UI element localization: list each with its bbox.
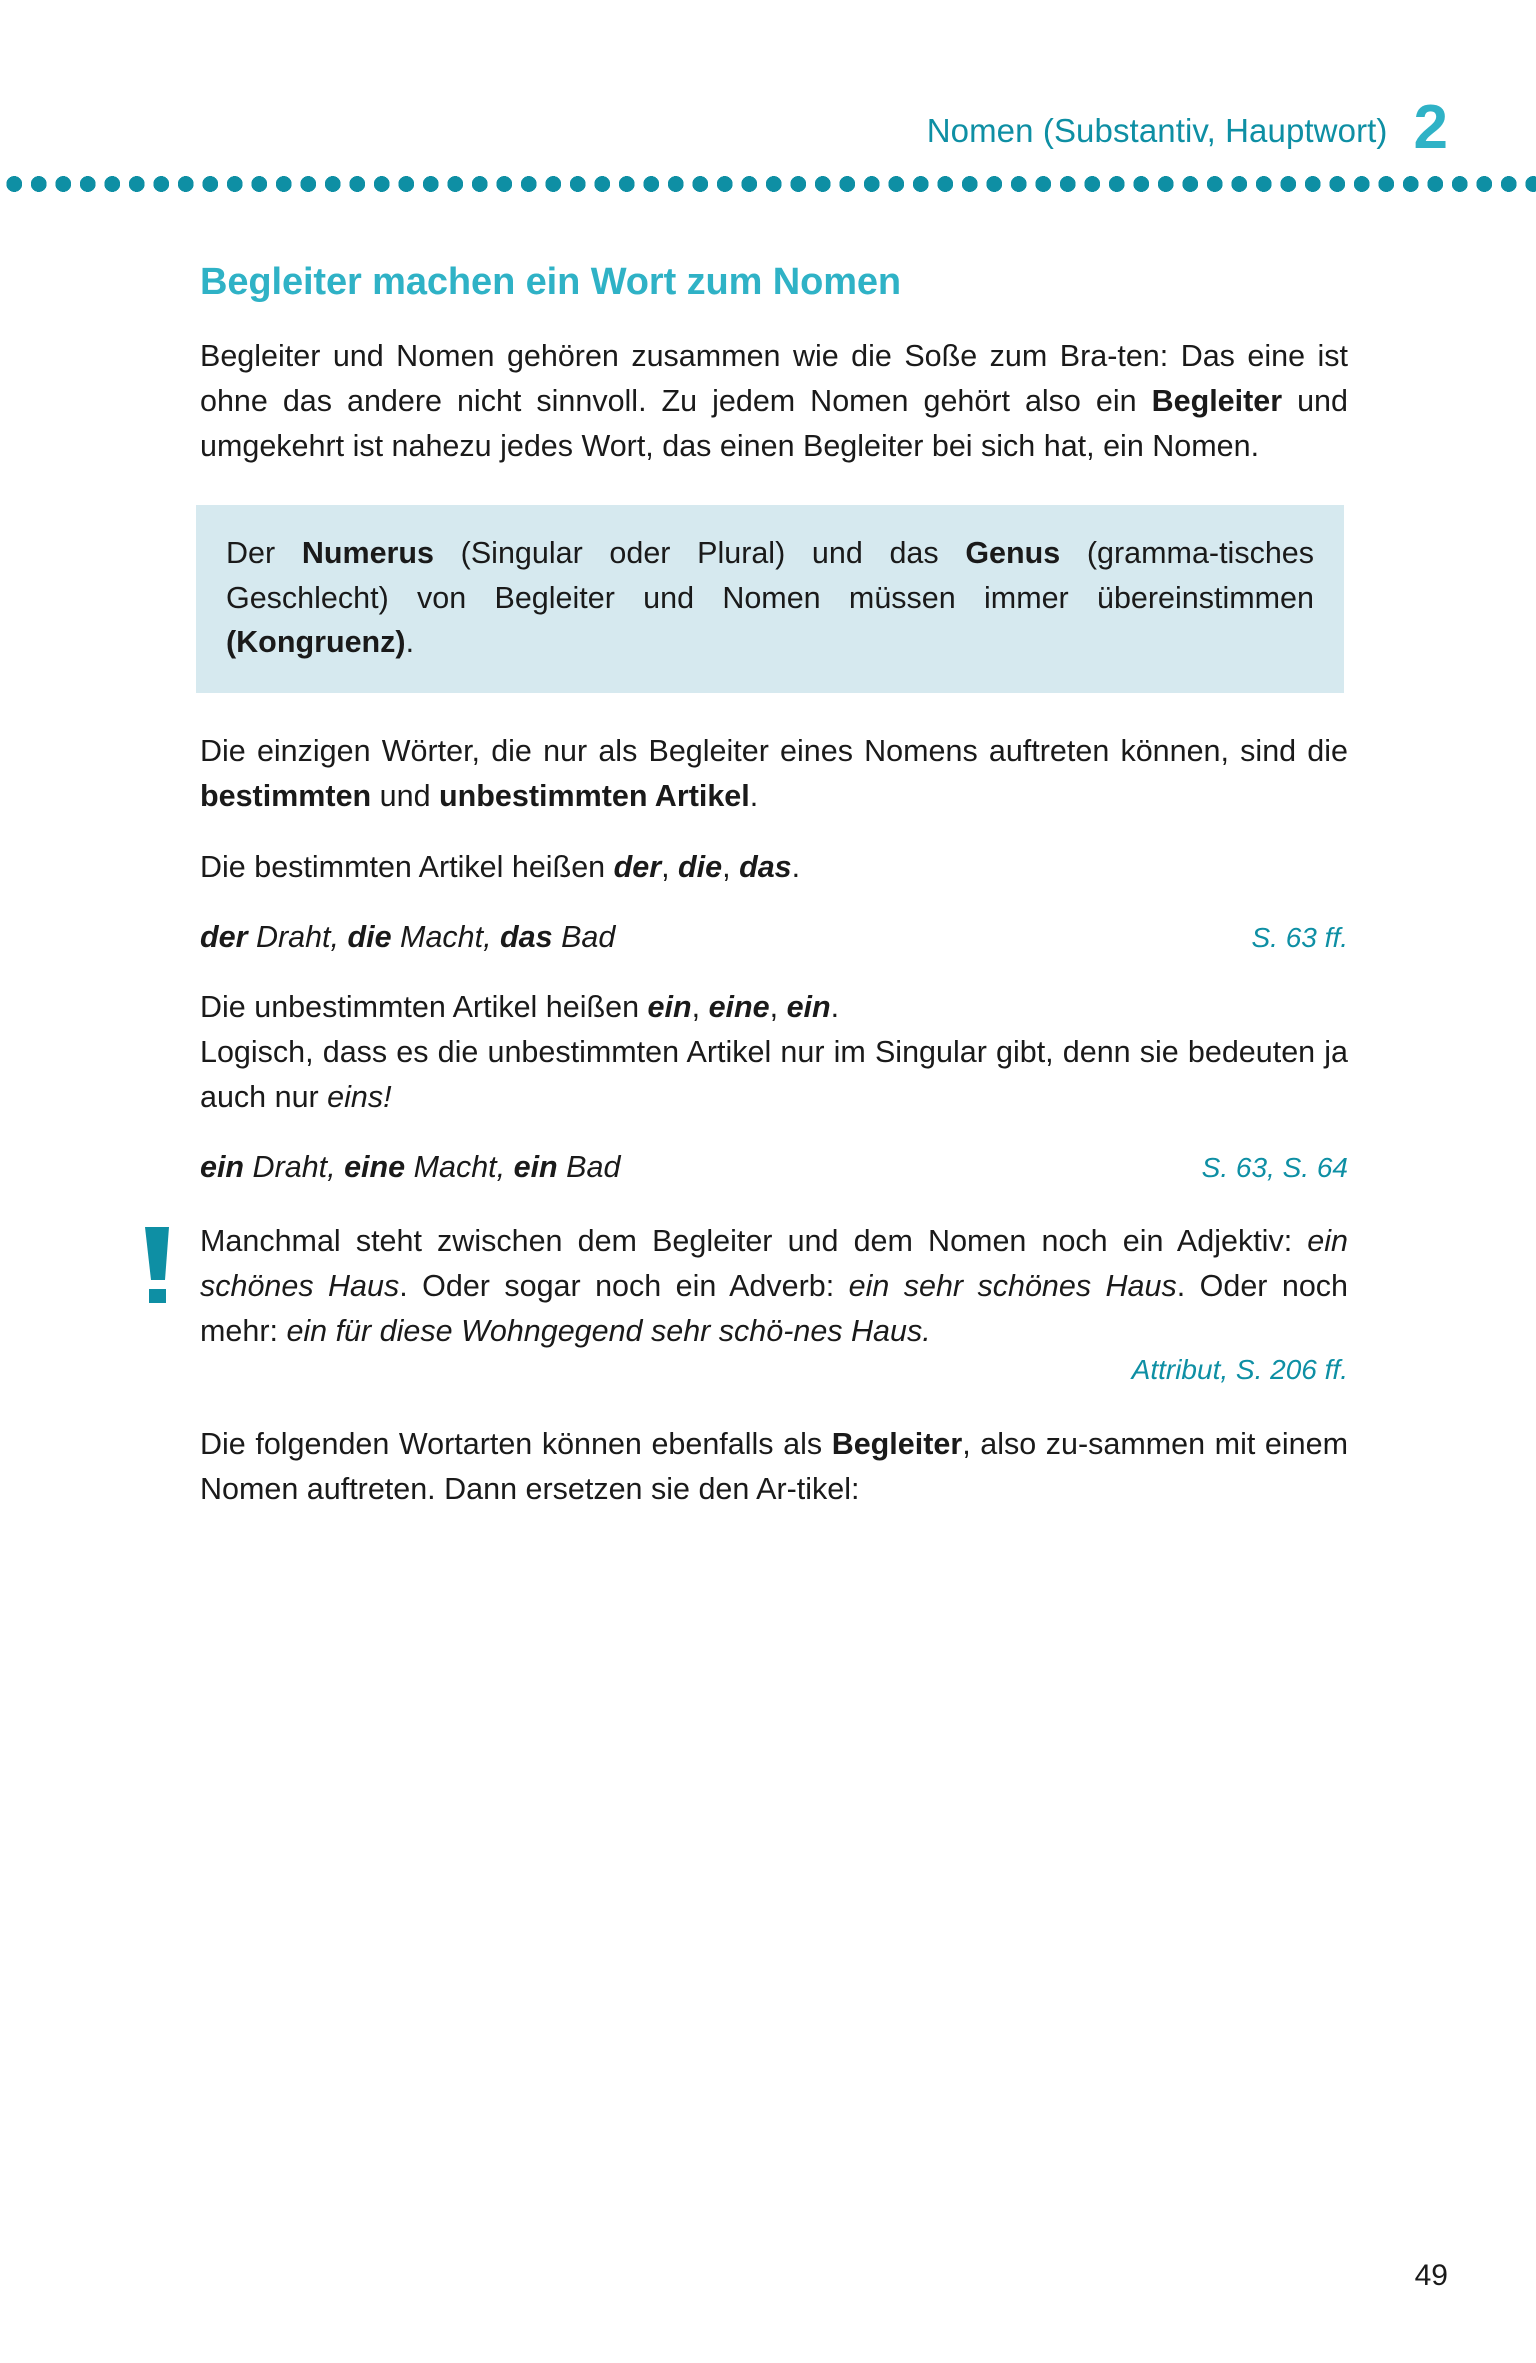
definite-article-die: die — [678, 849, 723, 884]
indefinite-article-ein-2: ein — [786, 989, 831, 1024]
example-article-die: die — [347, 920, 392, 955]
cross-reference-link[interactable]: S. 63, S. 64 — [1201, 1152, 1348, 1184]
example-noun-bad: Bad — [552, 920, 616, 955]
indefinite-sep-2: , — [769, 989, 787, 1024]
closing-text-b: , also zu-sammen mit einem Nomen auftreten. Dann ersetzen sie den Ar-tikel: — [200, 1427, 1348, 1507]
indefinite-lead: Die unbestimmten Artikel heißen — [200, 989, 648, 1024]
callout-example-1: ein schönes Haus — [200, 1223, 1348, 1303]
example-article-der: der — [200, 920, 248, 955]
indefinite-end: . — [830, 989, 840, 1024]
definite-article-example-row — [200, 916, 1348, 959]
rule-text-b: und — [371, 778, 440, 813]
indefinite-article-example-row — [200, 1146, 1348, 1189]
dotted-rule-divider — [0, 176, 1536, 192]
indefinite-articles-paragraph — [200, 985, 1348, 1030]
running-head-title: Nomen (Substantiv, Hauptwort) — [926, 112, 1388, 149]
indefinite-sep-1: , — [691, 989, 709, 1024]
exclamation-mark-icon — [142, 1225, 176, 1303]
indefinite-article-ein: ein — [647, 989, 692, 1024]
content-column — [200, 262, 1348, 1512]
closing-paragraph — [200, 1422, 1348, 1512]
rule-term-bestimmten: bestimmten — [200, 778, 372, 813]
info-lead: Der — [226, 536, 302, 571]
example-noun-draht-2: Draht, — [244, 1150, 345, 1185]
callout-example-2: ein sehr schönes Haus — [848, 1268, 1177, 1303]
cross-reference-link[interactable]: S. 63 ff. — [1251, 922, 1348, 954]
definite-sep-2: , — [722, 849, 740, 884]
definite-article-der: der — [613, 849, 662, 884]
info-term-genus: Genus — [965, 536, 1061, 571]
example-noun-draht: Draht, — [247, 920, 348, 955]
definite-lead: Die bestimmten Artikel heißen — [200, 849, 614, 884]
definite-sep-1: , — [661, 849, 679, 884]
rule-text-c: . — [749, 778, 759, 813]
rule-text-a: Die einzigen Wörter, die nur als Begleiter eines Nomens auftreten können, sind die — [200, 733, 1348, 768]
closing-text-a: Die folgenden Wortarten können ebenfalls als — [200, 1427, 832, 1462]
page-title: Begleiter machen ein Wort zum Nomen — [200, 261, 902, 303]
indefinite-article-eine: eine — [708, 989, 770, 1024]
info-mid-2: (gramma-tisches Geschlecht) von Begleiter und Nomen müssen immer übereinstimmen — [226, 536, 1314, 615]
closing-term-begleiter: Begleiter — [831, 1427, 963, 1462]
rule-term-unbestimmten-artikel: unbestimmten Artikel — [439, 778, 750, 813]
info-box — [196, 505, 1344, 693]
indefinite-article-example — [200, 1146, 620, 1189]
example-article-ein-2: ein — [513, 1150, 558, 1185]
example-noun-macht: Macht, — [391, 920, 501, 955]
logic-emphasis-eins: eins! — [327, 1080, 392, 1115]
example-article-das: das — [500, 920, 553, 955]
attention-callout — [200, 1219, 1348, 1386]
info-term-numerus: Numerus — [301, 536, 435, 571]
chapter-number: 2 — [1413, 93, 1448, 162]
example-article-eine: eine — [344, 1150, 406, 1185]
info-end: . — [405, 625, 415, 660]
intro-text-a: Begleiter und Nomen gehören zusammen wie die Soße zum Bra-ten: Das eine ist ohne das andere nicht sinnvoll. Zu jedem Nomen gehört also ein — [200, 338, 1348, 418]
definite-end: . — [791, 849, 801, 884]
cross-reference-link[interactable]: Attribut, S. 206 ff. — [1131, 1354, 1348, 1386]
logic-text-a: Logisch, dass es die unbestimmten Artikel nur im Singular gibt, denn sie bedeuten ja auch nur — [200, 1034, 1348, 1115]
callout-text-c: . Oder noch mehr: — [200, 1268, 1348, 1349]
rule-paragraph — [200, 729, 1348, 819]
example-noun-macht-2: Macht, — [405, 1150, 514, 1185]
example-article-ein: ein — [200, 1150, 245, 1185]
info-term-kongruenz: (Kongruenz) — [226, 625, 406, 660]
callout-example-3: ein für diese Wohngegend sehr schö-nes Haus. — [286, 1314, 931, 1349]
page-header — [926, 93, 1448, 162]
intro-paragraph — [200, 334, 1348, 469]
definite-article-example — [200, 916, 615, 959]
logic-paragraph — [200, 1030, 1348, 1120]
intro-term-begleiter: Begleiter — [1151, 383, 1283, 418]
intro-text-b: und umgekehrt ist nahezu jedes Wort, das einen Begleiter bei sich hat, ein Nomen. — [200, 383, 1348, 464]
info-mid-1: (Singular oder Plural) und das — [434, 536, 966, 571]
callout-text — [200, 1219, 1348, 1354]
info-box-text — [226, 531, 1314, 665]
callout-text-a: Manchmal steht zwischen dem Begleiter und dem Nomen noch ein Adjektiv: — [200, 1223, 1308, 1258]
definite-articles-paragraph — [200, 845, 1348, 890]
definite-article-das: das — [739, 849, 792, 884]
callout-text-b: . Oder sogar noch ein Adverb: — [399, 1268, 849, 1303]
page-number: 49 — [1414, 2259, 1448, 2292]
example-noun-bad-2: Bad — [557, 1150, 621, 1185]
